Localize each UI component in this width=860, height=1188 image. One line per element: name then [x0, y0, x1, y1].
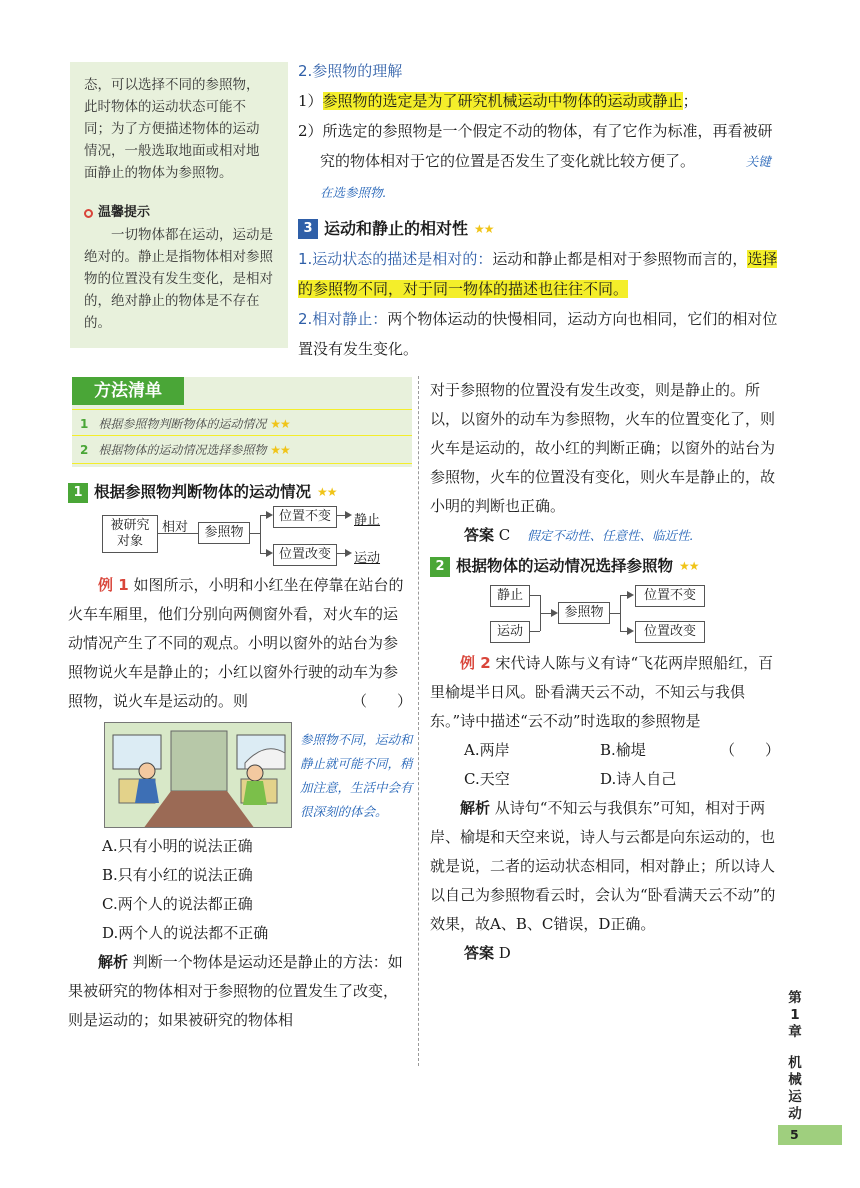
method-number-badge: 1 [68, 483, 88, 503]
answer-label: 答案 [464, 526, 495, 544]
difficulty-stars-icon: ★★ [317, 485, 337, 499]
answer-blank: （ ） [351, 692, 412, 710]
item-number: 1） [298, 92, 323, 110]
right-column [430, 376, 780, 968]
option-c: C.两个人的说法都正确 [102, 895, 253, 913]
tip-text: 一切物体都在运动，运动是绝对的。静止是指物体相对参照物的位置没有发生变化，是相对的，绝对静止的物体是不存在的。 [84, 227, 273, 331]
method-1-title: 根据参照物判断物体的运动情况 [94, 483, 312, 501]
train-scene-icon [105, 723, 292, 828]
answer-2 [430, 939, 780, 968]
flow-line [530, 631, 540, 632]
difficulty-stars-icon: ★★ [679, 559, 699, 573]
item-end: ； [682, 92, 698, 110]
flow-box-unchanged: 位置不变 [273, 506, 337, 528]
flow-box-unchanged: 位置不变 [635, 585, 705, 607]
divider-line [72, 409, 412, 410]
option-b: B.榆堤 [600, 741, 646, 759]
method-number-badge: 2 [430, 557, 450, 577]
arrow-icon [627, 627, 634, 635]
flow-box-object: 被研究 对象 [102, 515, 158, 553]
example-text: 如图所示，小明和小红坐在停靠在站台的火车车厢里，他们分别向两侧窗外看，对火车的运动情况产生了不同的观点。小明以窗外的站台为参照物说火车是静止的；小红以窗外行驶的动车为参照物，说火车是运动的。则 [68, 576, 404, 710]
arrow-icon [551, 609, 558, 617]
option-d: D.两个人的说法都不正确 [102, 924, 269, 942]
tip-title-text: 温馨提示 [98, 205, 151, 220]
section-2-title: 2.参照物的理解 [298, 62, 403, 80]
difficulty-stars-icon: ★★ [474, 222, 494, 236]
answer-value: D [498, 944, 511, 962]
flow-result-moving: 运动 [354, 551, 381, 566]
concept-section [298, 56, 778, 364]
point-text: 运动和静止都是相对于参照物而言的， [492, 250, 748, 268]
tip-title [84, 202, 278, 224]
sidenote-line: 态，可以选择不同的参照物， [84, 77, 260, 93]
analysis-label: 解析 [460, 799, 491, 817]
flow-box-changed: 位置改变 [635, 621, 705, 643]
section-3-heading [298, 214, 778, 244]
left-column [68, 478, 412, 1035]
chapter-number: 第1章 [788, 990, 802, 1040]
section-number-badge: 3 [298, 219, 318, 239]
analysis-label: 解析 [98, 953, 129, 971]
example-label: 例 1 [98, 576, 129, 594]
section-3-title: 运动和静止的相对性 [324, 219, 469, 238]
options-row-2 [430, 765, 780, 794]
method-list-title: 方法清单 [72, 377, 184, 405]
train-carriage-illustration [104, 722, 292, 828]
difficulty-stars-icon: ★★ [270, 443, 290, 457]
section-2-item-2 [298, 116, 778, 208]
example-text: 宋代诗人陈与义有诗“飞花两岸照船红，百里榆堤半日风。卧看满天云不动，不知云与我俱东。”诗中描述“云不动”时选取的参照物是 [430, 654, 774, 730]
option-a: A.只有小明的说法正确 [102, 837, 253, 855]
flow-line [337, 515, 345, 516]
arrow-icon [345, 511, 352, 519]
difficulty-stars-icon: ★★ [270, 417, 290, 431]
handwritten-note: 假定不动性、任意性、临近性. [527, 528, 694, 543]
analysis-text: 判断一个物体是运动还是静止的方法：如果被研究的物体相对于参照物的位置发生了改变，则是运动的；如果被研究的物体相 [68, 953, 403, 1029]
section-3-point-2 [298, 304, 778, 364]
item-number: 2） [298, 122, 323, 140]
example-1 [68, 571, 412, 716]
analysis-1 [68, 948, 412, 1035]
flow-diagram-1 [68, 507, 412, 571]
flow-line [610, 613, 620, 614]
analysis-2 [430, 794, 780, 939]
flow-line [530, 595, 540, 596]
item-text: 所选定的参照物是一个假定不动的物体，有了它作为标准，再看被研究的物体相对于它的位置是否发生了变化就比较方便了。 [320, 122, 773, 170]
sidenote-box [70, 62, 288, 348]
method-row-text: 根据参照物判断物体的运动情况 [98, 417, 267, 431]
sidenote-line: 情况，一般选取地面或相对地 [84, 143, 260, 159]
flow-line [337, 553, 345, 554]
flow-box-reference: 参照物 [558, 602, 610, 624]
flow-box-static: 静止 [490, 585, 530, 607]
sidenote-line: 面静止的物体为参照物。 [84, 165, 233, 181]
highlighted-text: 选择的参照物不同，对于同一物体的描述也往往不同。 [298, 250, 778, 298]
option-c: C.天空 [464, 770, 510, 788]
analysis-text: 从诗句“不知云与我俱东”可知，相对于两岸、榆堤和天空来说，诗人与云都是向东运动的，也就是说，二者的运动状态相同，相对静止；所以诗人以自己为参照物看云时，会认为“卧看满天云不动”的效果，故A、B、C错误，D正确。 [430, 799, 776, 933]
method-list-box [72, 377, 412, 467]
method-1-heading [68, 478, 412, 507]
chapter-label [786, 990, 804, 1123]
flow-box-changed: 位置改变 [273, 544, 337, 566]
method-row-number: 1 [80, 417, 89, 431]
highlighted-text: 参照物的选定是为了研究机械运动中物体的运动或静止 [322, 92, 683, 110]
flow-diagram-2 [430, 581, 780, 649]
arrow-icon [266, 511, 273, 519]
section-2-item-1 [298, 86, 778, 116]
arrow-icon [627, 591, 634, 599]
sidenote-line: 此时物体的运动状态可能不 [84, 99, 246, 115]
option-b: B.只有小红的说法正确 [102, 866, 253, 884]
analysis-1-continued: 对于参照物的位置没有发生改变，则是静止的。所以，以窗外的动车为参照物，火车的位置变化了，则火车是运动的，故小红的判断正确；以窗外的站台为参照物，火车的位置没有变化，则火车是静止的，故小明的判断也正确。 [430, 381, 776, 515]
illustration-area [68, 720, 412, 832]
example-label: 例 2 [460, 654, 491, 672]
answer-label: 答案 [464, 944, 495, 962]
chapter-name: 机械运动 [788, 1055, 802, 1122]
options-row-1 [430, 736, 690, 765]
arrow-icon [345, 549, 352, 557]
flow-line [620, 595, 621, 631]
section-3-point-1 [298, 244, 778, 304]
point-lead: 2.相对静止： [298, 310, 388, 328]
flow-box-reference: 参照物 [198, 522, 250, 544]
answer-value: C [498, 526, 511, 544]
method-row [80, 441, 290, 458]
option-a: A.两岸 [464, 741, 510, 759]
flow-line [260, 515, 261, 553]
flow-result-static: 静止 [354, 513, 381, 528]
arrow-icon [266, 549, 273, 557]
method-2-title: 根据物体的运动情况选择参照物 [456, 557, 674, 575]
tip-bullet-icon [84, 209, 93, 218]
divider-line [72, 463, 412, 464]
handwritten-side-note: 参照物不同，运动和静止就可能不同，稍加注意，生活中会有很深刻的体会。 [300, 732, 413, 819]
flow-box-moving: 运动 [490, 621, 530, 643]
flow-label: 相对 [162, 520, 189, 535]
method-row-text: 根据物体的运动情况选择参照物 [98, 443, 267, 457]
handwritten-note: 关键在选参照物. [320, 154, 771, 200]
answer-1 [430, 521, 780, 550]
method-row-number: 2 [80, 443, 89, 457]
option-d: D.诗人自己 [600, 770, 677, 788]
point-lead: 1.运动状态的描述是相对的： [298, 250, 493, 268]
divider-line [72, 435, 412, 436]
flow-line [250, 533, 260, 534]
column-divider [418, 376, 419, 1066]
sidenote-line: 同；为了方便描述物体的运动 [84, 121, 260, 137]
page-number: 5 [778, 1125, 842, 1145]
method-2-heading [430, 552, 780, 581]
method-row [80, 415, 290, 432]
point-text: 两个物体运动的快慢相同，运动方向也相同，它们的相对位置没有发生变化。 [298, 310, 778, 358]
answer-blank: （ ） [719, 741, 780, 759]
